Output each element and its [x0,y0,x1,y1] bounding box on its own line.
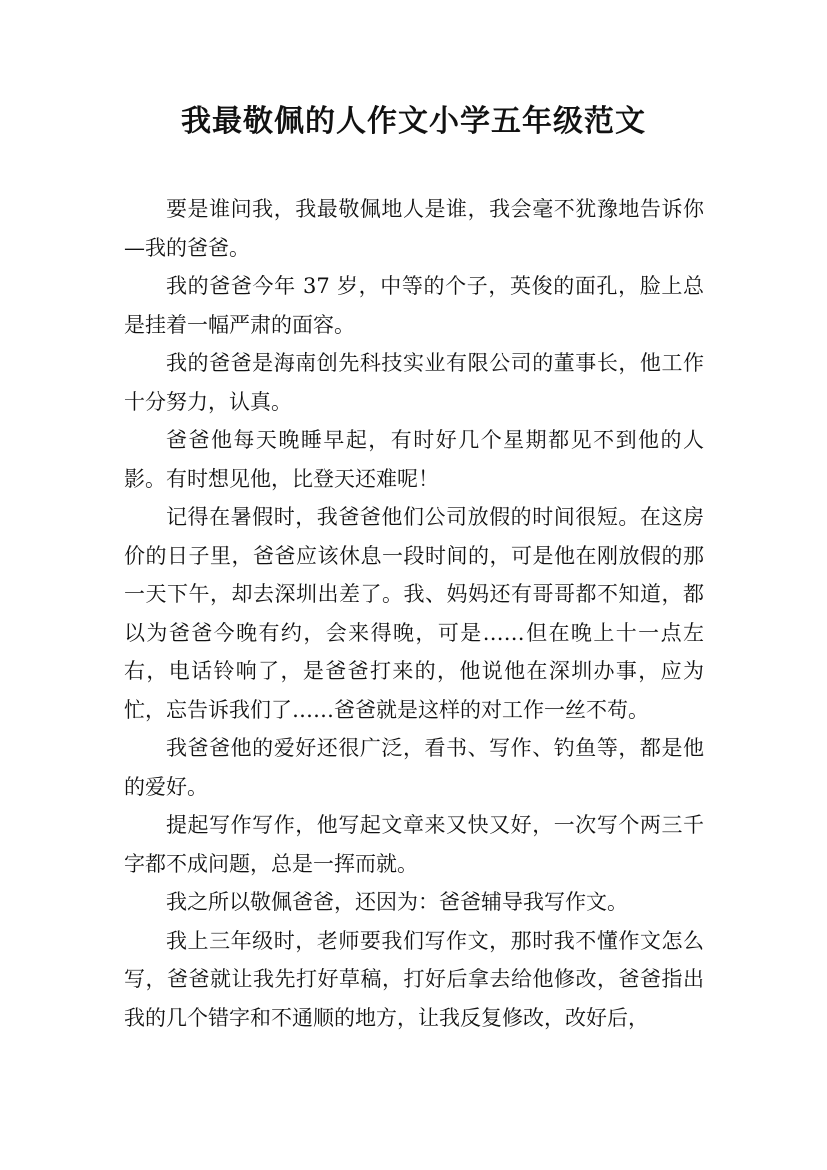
paragraph: 我上三年级时，老师要我们写作文，那时我不懂作文怎么写，爸爸就让我先打好草稿，打好后拿去给他修改，爸爸指出我的几个错字和不通顺的地方，让我反复修改，改好后， [124,928,704,1030]
paragraph: 我的爸爸是海南创先科技实业有限公司的董事长，他工作十分努力，认真。 [124,351,704,414]
paragraph: 提起写作写作，他写起文章来又快又好，一次写个两三千字都不成问题，总是一挥而就。 [124,813,704,876]
paragraph: 爸爸他每天晚睡早起，有时好几个星期都见不到他的人影。有时想见他，比登天还难呢！ [124,428,704,491]
document-body [124,190,704,1037]
paragraph: 我的爸爸今年 37 岁，中等的个子，英俊的面孔，脸上总是挂着一幅严肃的面容。 [124,274,704,337]
paragraph: 我爸爸他的爱好还很广泛，看书、写作、钓鱼等，都是他的爱好。 [124,736,704,799]
paragraph: 我之所以敬佩爸爸，还因为：爸爸辅导我写作文。 [166,890,628,914]
document-title: 我最敬佩的人作文小学五年级范文 [181,104,646,139]
paragraph: 记得在暑假时，我爸爸他们公司放假的时间很短。在这房价的日子里，爸爸应该休息一段时间的，可是他在刚放假的那一天下午，却去深圳出差了。我、妈妈还有哥哥都不知道，都以为爸爸今晚有约，会来得晚，可是……但在晚上十一点左右，电话铃响了，是爸爸打来的，他说他在深圳办事，应为忙，忘告诉我们了……爸爸就是这样的对工作一丝不苟。 [124,505,704,722]
paragraph: 要是谁问我，我最敬佩地人是谁，我会毫不犹豫地告诉你—我的爸爸。 [124,197,704,260]
